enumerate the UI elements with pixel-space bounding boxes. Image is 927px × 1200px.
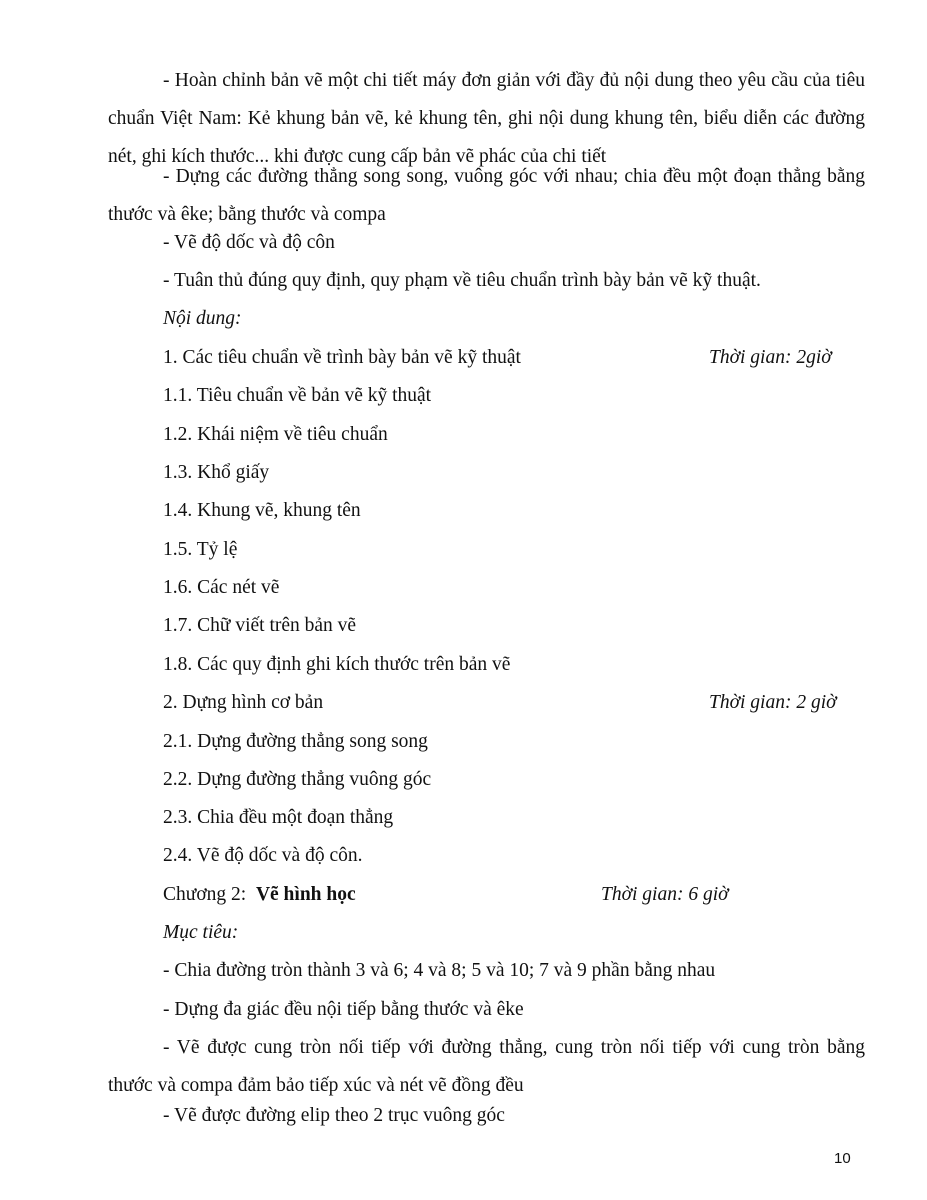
objective-2: - Dựng đa giác đều nội tiếp bằng thước và êke [163,999,524,1020]
page-number: 10 [834,1150,851,1167]
objectives-heading: Mục tiêu: [163,922,239,943]
objective-1: - Chia đường tròn thành 3 và 6; 4 và 8; 5 và 10; 7 và 9 phần bằng nhau [163,960,716,981]
section-2-time: Thời gian: 2 giờ [709,692,837,713]
section-1-item: 1.3. Khổ giấy [163,462,270,483]
section-2-item: 2.3. Chia đều một đoạn thẳng [163,807,394,828]
intro-paragraph-2: - Dựng các đường thẳng song song, vuông góc với nhau; chia đều một đoạn thẳng bằng thước và êke; bằng thước và compa [108,166,865,225]
content-heading: Nội dung: [163,308,242,329]
intro-item-3: - Vẽ độ dốc và độ côn [163,232,335,253]
section-1-title: 1. Các tiêu chuẩn về trình bày bản vẽ kỹ thuật [163,347,521,368]
objective-4: - Vẽ được đường elip theo 2 trục vuông góc [163,1105,505,1126]
section-2-item: 2.2. Dựng đường thẳng vuông góc [163,769,432,790]
chapter-title: Vẽ hình học [255,884,356,905]
chapter-label: Chương 2: [163,884,247,905]
chapter-2-time: Thời gian: 6 giờ [601,884,729,905]
section-2-item: 2.1. Dựng đường thẳng song song [163,731,428,752]
section-1-item: 1.6. Các nét vẽ [163,577,280,598]
section-2-title: 2. Dựng hình cơ bản [163,692,324,713]
section-1-item: 1.2. Khái niệm về tiêu chuẩn [163,424,388,445]
section-2-item: 2.4. Vẽ độ dốc và độ côn. [163,845,363,866]
section-1-item: 1.5. Tỷ lệ [163,539,238,560]
section-1-item: 1.7. Chữ viết trên bản vẽ [163,615,357,636]
intro-paragraph-1: - Hoàn chỉnh bản vẽ một chi tiết máy đơn giản với đầy đủ nội dung theo yêu cầu của tiêu chuẩn Việt Nam: Kẻ khung bản vẽ, kẻ khung tên, ghi nội dung khung tên, biểu diễn các đường nét, ghi kích thước... khi được cung cấp bản vẽ phác của chi tiết [108,70,865,167]
section-1-item: 1.4. Khung vẽ, khung tên [163,500,361,521]
section-1-item: 1.1. Tiêu chuẩn về bản vẽ kỹ thuật [163,385,432,406]
section-1-item: 1.8. Các quy định ghi kích thước trên bản vẽ [163,654,511,675]
objective-3: - Vẽ được cung tròn nối tiếp với đường thẳng, cung tròn nối tiếp với cung tròn bằng thước và compa đảm bảo tiếp xúc và nét vẽ đồng đều [108,1037,865,1096]
section-1-time: Thời gian: 2giờ [709,347,832,368]
intro-item-4: - Tuân thủ đúng quy định, quy phạm về tiêu chuẩn trình bày bản vẽ kỹ thuật. [163,270,761,291]
chapter-2-heading [163,882,356,908]
